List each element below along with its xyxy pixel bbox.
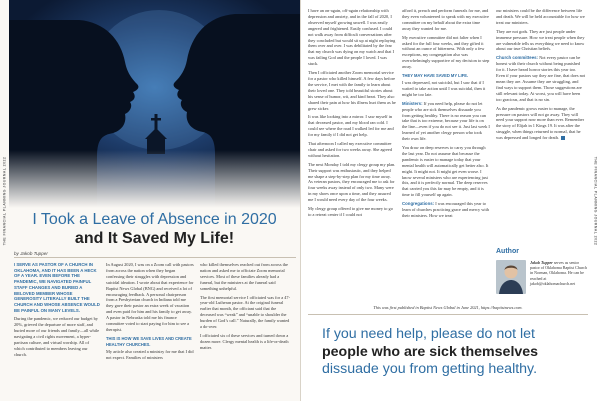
pull-quote-part-1: If you need help, please do not let [322, 326, 535, 342]
lead-paragraph: I SERVE AS PASTOR OF A CHURCH IN OKLAHOMA, AND IT HAS BEEN A HECK OF A YEAR. EVEN BEFORE THE PANDEMIC, WE NAVIGATED PAINFUL STAFF CHANGES AND BURIED A BELOVED MEMBER WHOSE GENEROSITY LITERALLY BUILT THE CHURCH AND WHOSE ABSENCE WOULD BE PAINFUL ON MANY LEVELS. [14, 262, 100, 313]
body-paragraph [402, 201, 490, 219]
author-name: Jakob Tupper [530, 260, 553, 265]
hero-illustration [9, 0, 300, 208]
left-column-1 [14, 262, 100, 361]
title-line-2: and It Saved My Life! [74, 230, 235, 247]
author-portrait-icon [496, 260, 526, 294]
right-column-1 [308, 8, 396, 221]
inline-heading: Congregations: [402, 201, 435, 207]
pull-quote-emphasis: people who are sick themselves [322, 343, 539, 360]
author-bio [530, 260, 588, 286]
inline-heading: Ministers: [402, 100, 423, 106]
body-paragraph [402, 101, 490, 142]
inline-text: If you need help, please do not let people who are sick themselves dissuade you from getting healthy. There is no reason you can take that is too extreme, because your life is on the line—even if you do not see it. Just last week I learned of yet another clergy person who took their own life. [402, 100, 490, 142]
pull-quote-part-2: dissuade you from getting healthy. [322, 361, 538, 377]
byline-divider [14, 257, 296, 258]
body-paragraph: who killed themselves reached out from across the nation and asked me to officiate Zoom memorial services. Most of these families already had a funeral, but the ministers at the funeral said something unhelpful. [200, 262, 288, 291]
left-column-3 [200, 262, 292, 354]
body-paragraph: The first memorial service I officiated was for a 47-year-old Lutheran pastor. At the original funeral earlier that month, the officiant said that the deceased was “weak” and “unable to shoulder the burden of God’s call.” Naturally, the family wanted a do-over. [200, 294, 291, 330]
body-paragraph [496, 55, 586, 102]
author-heading: Author [496, 248, 519, 255]
body-paragraph: They are not gods. They are just people under immense pressure. How we treat people when they are vulnerable tells us everything we need to know about our true Christian beliefs. [496, 28, 585, 52]
body-paragraph: It was like looking into a mirror. I saw myself in that deceased pastor, and my blood ran cold. I could see where the road I walked led for me and for my family if I did not get help. [308, 114, 394, 138]
inline-text: I was encouraged this year to learn of churches practicing grace and mercy with their ministers. How we treat [402, 201, 489, 218]
left-side-tab-text: THE FINANCIAL PLANNING JOURNAL 2022 [2, 156, 7, 245]
end-mark-icon [561, 136, 565, 140]
body-paragraph: The next Monday I told my clergy group my plan. Their support was enthusiastic, and they helped me shape a step-by-step plan for my time away. As veteran pastors, they encouraged me to ask for four weeks away instead of only two. Many were in my shoes once upon a time, and they assured me I would need every day of the four weeks. [308, 161, 396, 203]
byline: by Jakob Tupper [14, 251, 48, 256]
inline-text: As the pandemic grows easier to manage, the pressure on pastors will not go away. They will need your support now more than ever. Remember the story of Elijah in 1 Kings 19. It was after the struggle, when things returned to normal, that he was depressed and longed for death. [496, 105, 585, 141]
note-divider [308, 314, 588, 315]
body-paragraph: afford it, preach and perform funerals for me, and they even volunteered to speak with my executive committee on my behalf about the extra time away they wanted for me. [402, 8, 489, 31]
right-column-3 [496, 8, 586, 144]
inline-text: Not every pastor can be honest with their church without being punished for it. I have heard horror stories this year too. Even if your pastors say they are fine, that does not mean they are. Assume they are struggling, and find ways to support them. Those suggestions are still relevant today. At worst, you will have been too gracious, and that is no sin. [496, 55, 586, 102]
left-side-tab [0, 0, 9, 401]
body-paragraph: During the pandemic, we reduced our budget by 20%, grieved the departure of more staff, and buried more of our friends and family—all while navigating a civil rights movement, a hyper-partisan culture, and virtual worship. All of which contributed to members leaving our church. [14, 316, 100, 357]
body-paragraph: My article also created a ministry for me that I did not expect. Families of ministers [106, 348, 194, 360]
section-subhead: THEY MAY HAVE SAVED MY LIFE. [402, 73, 469, 79]
publication-note: This was first published in Baptist News Global in June 2021, https://baptistnews.com. [373, 305, 523, 310]
author-details: serves as senior pastor of Oklahoma Baptist Church in Norman, Oklahoma. He can be reached at jakob@oklahomachurch.net [530, 260, 587, 286]
body-paragraph: I was depressed, not suicidal, but I saw that if I waited to take action until I was suicidal, then it might be too late. [402, 79, 486, 97]
body-paragraph: In August 2020, I was on a Zoom call with pastors from across the nation when they began confessing their struggles with depression and suicidal ideation. I wrote about that experience for Baptist News Global (BNG) and received a lot of encouraging feedback. A personal chairperson from a Presbyterian church in Indiana told me they gave their pastor an extra week of vacation and even paid for him and his family to get away. A pastor in Nebraska told me his finance committee voted to start paying for him to see a therapist. [106, 262, 194, 332]
body-paragraph: I officiated six of these services and turned down a dozen more. Clergy mental health is a life-or-death matter. [200, 332, 289, 350]
left-column-2 [106, 262, 194, 364]
body-paragraph: My clergy group offered to give me money to go to a retreat center if I could not [308, 206, 393, 217]
silhouette-illustration [9, 0, 300, 208]
pull-quote [322, 326, 582, 379]
body-paragraph: You draw on deep reserves to carry you through the last year. Do not assume that because the pandemic is easier to manage today that your mental health will automatically get better also. It might. It might not. It might get even worse. I know several ministers who are experiencing just this, and it is perfectly normal. The deep reserves that carried you this far may be empty, and it is time to fill yourself up again. [402, 145, 489, 198]
author-photo [496, 260, 526, 294]
body-paragraph: That afternoon I called my executive committee chair and asked for two weeks away. She agreed without hesitation. [308, 141, 393, 158]
body-paragraph [496, 106, 586, 141]
right-column-2 [402, 8, 490, 222]
body-paragraph: Then I officiated another Zoom memorial service for a pastor who killed himself. A few days before the service, I met with the family to learn about their loved one. They told beautiful stories about his sense of humor, wit, and kind heart. They also shared their pain at how his illness hurt them as he grew sicker. [308, 70, 396, 111]
body-paragraph: our ministers could be the difference between life and death. We will be held accountable for how we treat our ministers. [496, 8, 585, 25]
right-side-tab-text: THE FINANCIAL PLANNING JOURNAL 2022 [593, 156, 598, 245]
inline-heading: Church committees: [496, 55, 538, 61]
author-box [496, 248, 588, 286]
section-subhead: THIS IS HOW WE SAVE LIVES AND CREATE HEALTHY CHURCHES. [106, 335, 192, 347]
article-title [9, 208, 300, 248]
title-line-1: I Took a Leave of Absence in 2020 [32, 211, 277, 228]
right-side-tab [591, 0, 600, 401]
body-paragraph: My executive committee did not falter when I asked for the full four weeks, and they gifted it without an ounce of bitterness. With only a few exceptions, my congregation also was overwhelmingly supportive of my decision to step away. [402, 34, 490, 70]
body-paragraph: I have an on-again, off-again relationship with depression and anxiety, and in the fall of 2020, I observed myself growing unwell. I was easily angered and frightened. Easily confused. I could not walk away from difficult conversations after they concluded but would sit up at night replaying them over and over. I was debilitated by the fear that my church was dying on my watch and that I was failing God and the people I loved. I was stuck. [308, 8, 396, 67]
